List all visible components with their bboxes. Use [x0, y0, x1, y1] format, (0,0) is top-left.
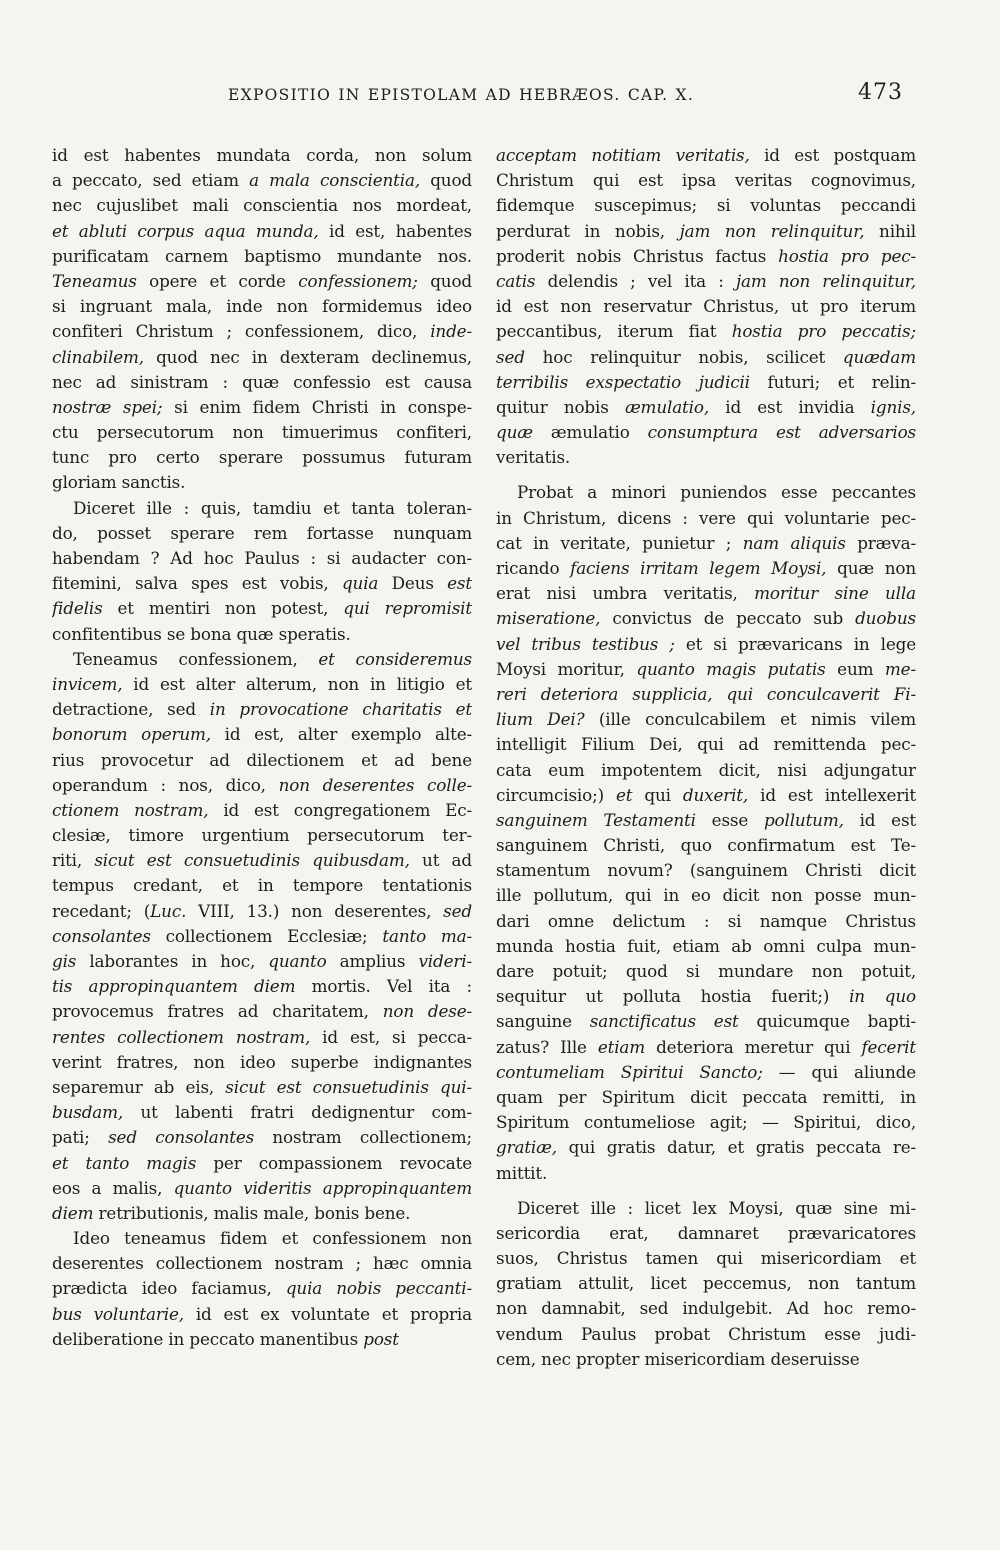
text-line	[496, 294, 916, 319]
text-run: dari omne delictum : si namque Christus	[496, 910, 916, 931]
text-line	[496, 1060, 916, 1085]
text-run: circumcisio;)	[496, 784, 617, 805]
text-run: æmulatio	[532, 422, 648, 443]
text-line	[496, 858, 916, 883]
text-run: ctu persecutorum non timuerimus confiteri,	[52, 422, 472, 443]
text-run: verint fratres, non ideo superbe indignantes	[52, 1051, 472, 1072]
text-run: zatus? Ille	[496, 1036, 598, 1057]
italic-run: æmulatio,	[624, 396, 710, 417]
text-run: provocemus fratres ad charitatem,	[52, 1001, 383, 1022]
text-run: proderit nobis Christus factus	[496, 245, 779, 266]
text-line	[52, 571, 472, 596]
italic-run: sanguinem Testamenti	[496, 809, 696, 830]
text-run: fitemini, salva spes est vobis,	[52, 573, 342, 594]
italic-run: qui repromisit	[343, 598, 472, 619]
text-line	[496, 219, 916, 244]
text-run: sequitur ut polluta hostia fuerit;)	[496, 986, 850, 1007]
text-line	[496, 707, 916, 732]
italic-run: sed	[443, 900, 472, 921]
text-line	[52, 1327, 472, 1352]
text-run: ut ad	[409, 850, 472, 871]
italic-run: hostia pro peccatis;	[731, 321, 916, 342]
italic-run: quæ	[496, 422, 533, 443]
text-line	[52, 219, 472, 244]
italic-run: bus voluntarie,	[52, 1303, 184, 1324]
text-line	[52, 1302, 472, 1327]
text-line	[496, 883, 916, 908]
text-run: præva-	[845, 532, 916, 553]
text-run: riti,	[52, 850, 95, 871]
text-run: convictus de peccato sub	[600, 608, 856, 629]
text-run: laborantes in hoc,	[76, 951, 269, 971]
text-line	[52, 1276, 472, 1301]
text-run: Ideo teneamus fidem et confessionem non	[73, 1228, 472, 1249]
text-line	[52, 319, 472, 344]
text-run: eos a malis,	[52, 1177, 174, 1198]
text-run: recedant; (	[52, 900, 151, 921]
text-run: esse	[695, 809, 764, 830]
text-run: mortis. Vel ita :	[295, 976, 472, 997]
italic-run: confessionem;	[298, 270, 418, 291]
text-line	[52, 168, 472, 193]
italic-run: me-	[884, 658, 916, 679]
text-run: purificatam carnem baptismo mundante nos.	[52, 245, 472, 266]
text-run: Probat a minori puniendos esse peccantes	[517, 482, 916, 503]
text-line	[52, 647, 472, 672]
text-run: cem, nec propter misericordiam deseruisse	[496, 1348, 860, 1369]
text-line	[52, 1100, 472, 1125]
text-line	[52, 697, 472, 722]
text-line	[52, 1125, 472, 1150]
text-run: quicumque bapti-	[738, 1011, 916, 1032]
text-run: id est, alter exemplo alte-	[210, 724, 472, 745]
italic-run: reri deteriora supplicia, qui conculcaverit Fi-	[496, 683, 916, 704]
text-run: dare potuit; quod si mundare non potuit,	[496, 961, 916, 981]
italic-run: quia nobis peccanti-	[285, 1278, 472, 1299]
text-run: cata eum impotentem dicit, nisi adjungatur	[496, 759, 916, 780]
italic-run: pollutum,	[763, 809, 844, 830]
text-line	[52, 974, 472, 999]
text-line	[52, 244, 472, 269]
text-run: habendam ? Ad hoc Paulus : si audacter con-	[52, 548, 472, 568]
text-run: nec ad sinistram : quæ confessio est causa	[52, 371, 472, 392]
text-line	[496, 1135, 916, 1160]
text-line	[52, 1226, 472, 1251]
text-line	[496, 480, 916, 505]
italic-run: a mala conscientia,	[249, 170, 421, 191]
text-line	[496, 244, 916, 269]
text-run: quod nec in dexteram declinemus,	[143, 346, 472, 367]
text-run: separemur ab eis,	[52, 1076, 226, 1097]
text-line	[52, 672, 472, 697]
italic-run: Teneamus	[52, 270, 137, 291]
text-line	[52, 899, 472, 924]
text-line	[496, 783, 916, 808]
italic-run: etiam	[597, 1036, 646, 1057]
italic-run: gratiæ,	[496, 1137, 557, 1158]
text-line	[496, 445, 916, 470]
right-column	[496, 143, 916, 1372]
text-line	[52, 370, 472, 395]
text-line	[52, 949, 472, 974]
italic-run: consolantes	[52, 925, 151, 946]
italic-run: ctionem nostram,	[52, 799, 209, 820]
italic-run: hostia pro pec-	[778, 245, 916, 266]
italic-run: jam non relinquitur,	[735, 270, 916, 291]
text-run: qui gratis datur, et gratis peccata re-	[556, 1137, 916, 1158]
text-run: do, posset sperare rem fortasse nunquam	[52, 522, 472, 543]
text-line	[52, 1075, 472, 1100]
text-run: gratiam attulit, licet peccemus, non tantum	[496, 1273, 916, 1294]
text-run: si enim fidem Christi in conspe-	[162, 396, 472, 417]
italic-run: quanto videritis appropinquantem	[173, 1177, 472, 1198]
text-run: id est non reservatur Christus, ut pro iterum	[496, 296, 916, 317]
text-line	[52, 420, 472, 445]
italic-run: clinabilem,	[52, 346, 144, 367]
text-run: fidemque suscepimus; si voluntas peccandi	[496, 195, 916, 216]
text-line	[52, 470, 472, 495]
text-run: et mentiri non potest,	[102, 598, 344, 619]
text-run: id est invidia	[709, 396, 871, 417]
text-run: opere et corde	[136, 270, 299, 291]
text-line	[52, 1251, 472, 1276]
text-line	[496, 1110, 916, 1135]
text-line	[496, 581, 916, 606]
text-run: si ingruant mala, inde non formidemus ideo	[52, 296, 472, 317]
text-line	[496, 143, 916, 168]
text-run: id est, si pecca-	[310, 1026, 472, 1047]
text-run: deteriora meretur qui	[645, 1036, 862, 1057]
italic-run: est	[447, 573, 472, 594]
text-run: et si prævaricans in lege	[674, 633, 916, 654]
text-line	[496, 269, 916, 294]
text-run: stamentum novum? (sanguinem Christi dicit	[496, 860, 916, 881]
text-run: quod	[420, 170, 472, 191]
text-run: eum	[825, 658, 885, 679]
text-run: Teneamus confessionem,	[73, 648, 319, 669]
text-run: detractione, sed	[52, 699, 210, 720]
text-line	[52, 722, 472, 747]
text-line	[496, 657, 916, 682]
text-run: deliberatione in peccato manentibus	[52, 1328, 364, 1349]
italic-run: consumptura est adversarios	[647, 422, 916, 443]
text-line	[52, 873, 472, 898]
italic-run: faciens irritam legem Moysi,	[570, 558, 827, 578]
italic-run: busdam,	[52, 1102, 124, 1123]
text-run: Christum qui est ipsa veritas cognovimus,	[496, 170, 916, 191]
text-run: perdurat in nobis,	[496, 220, 680, 241]
text-line	[496, 959, 916, 984]
text-run: id est congregationem Ec-	[208, 799, 472, 820]
text-line	[496, 1322, 916, 1347]
text-run: retributionis, malis male, bonis bene.	[93, 1202, 411, 1223]
italic-run: nam aliquis	[742, 532, 846, 553]
italic-run: miseratione,	[496, 608, 601, 629]
text-line	[496, 808, 916, 833]
text-line	[496, 193, 916, 218]
text-run: quam per Spiritum dicit peccata remitti, in	[496, 1086, 916, 1107]
text-line	[52, 1176, 472, 1201]
italic-run: acceptam notitiam veritatis,	[496, 145, 750, 165]
text-line	[52, 596, 472, 621]
italic-run: quædam	[842, 346, 916, 367]
text-line	[496, 1035, 916, 1060]
italic-run: lium Dei?	[496, 709, 585, 730]
text-line	[52, 445, 472, 470]
italic-run: duxerit,	[682, 784, 749, 805]
text-run: Diceret ille : quis, tamdiu et tanta toleran-	[73, 497, 472, 518]
text-run: sanguine	[496, 1011, 590, 1032]
text-run: id est alter alterum, non in litigio et	[122, 673, 472, 694]
italic-run: et	[616, 784, 633, 805]
text-line	[496, 1271, 916, 1296]
italic-run: quanto	[268, 951, 327, 971]
text-line	[52, 1050, 472, 1075]
text-run: gloriam sanctis.	[52, 472, 186, 493]
text-run: erat nisi umbra veritatis,	[496, 583, 755, 604]
italic-run: tis appropinquantem diem	[52, 976, 296, 997]
italic-run: quia	[341, 573, 379, 594]
text-line	[496, 984, 916, 1009]
text-line	[496, 531, 916, 556]
text-run: rius provocetur ad dilectionem et ad bene	[52, 749, 472, 770]
text-line	[52, 622, 472, 647]
text-run: confiteri Christum ; confessionem, dico,	[52, 321, 431, 342]
italic-run: rentes collectionem nostram,	[52, 1026, 311, 1047]
italic-run: tanto ma-	[382, 925, 472, 946]
text-line	[52, 1151, 472, 1176]
text-run: ille pollutum, qui in eo dicit non posse mun-	[496, 885, 916, 906]
italic-run: et tanto magis	[52, 1152, 197, 1173]
text-run: nostram collectionem;	[254, 1127, 472, 1148]
italic-run: bonorum operum,	[52, 724, 211, 745]
text-run: a peccato, sed etiam	[52, 170, 250, 191]
italic-run: ignis,	[870, 396, 916, 417]
text-run: cat in veritate, punietur ;	[496, 532, 743, 553]
text-line	[52, 798, 472, 823]
text-line	[496, 395, 916, 420]
italic-run: in quo	[849, 986, 916, 1007]
text-line	[496, 934, 916, 959]
text-run: (ille conculcabilem et nimis vilem	[584, 709, 916, 730]
italic-run: non dese-	[382, 1001, 472, 1022]
text-line	[52, 395, 472, 420]
text-line	[496, 606, 916, 631]
text-line	[496, 345, 916, 370]
text-run: non damnabit, sed indulgebit. Ad hoc remo-	[496, 1298, 916, 1319]
text-run: futuri; et relin-	[749, 371, 916, 392]
text-line	[52, 1201, 472, 1226]
text-line	[496, 1085, 916, 1110]
italic-run: jam non relinquitur,	[679, 220, 865, 241]
text-run: collectionem Ecclesiæ;	[150, 925, 383, 946]
text-line	[496, 1296, 916, 1321]
text-run: id est intellexerit	[748, 784, 916, 805]
text-run: suos, Christus tamen qui misericordiam et	[496, 1248, 916, 1269]
italic-run: nostræ spei;	[52, 396, 163, 417]
text-run: clesiæ, timore urgentium persecutorum ter-	[52, 825, 472, 846]
text-run: amplius	[326, 951, 419, 971]
italic-run: sed	[496, 346, 525, 367]
italic-run: Luc.	[150, 900, 187, 921]
text-line	[496, 1009, 916, 1034]
italic-run: fecerit	[861, 1036, 916, 1057]
text-line	[496, 1221, 916, 1246]
text-run: Moysi moritur,	[496, 658, 637, 679]
text-run: peccantibus, iterum fiat	[496, 321, 732, 342]
text-line	[52, 1025, 472, 1050]
text-run: vendum Paulus probat Christum esse judi-	[496, 1323, 916, 1344]
text-run: tunc pro certo sperare possumus futuram	[52, 447, 472, 468]
text-run: quitur nobis	[496, 396, 625, 417]
text-run: id est postquam	[749, 145, 916, 165]
text-run: Diceret ille : licet lex Moysi, quæ sine mi-	[517, 1197, 916, 1218]
italic-run: videri-	[418, 951, 472, 971]
italic-run: catis	[496, 270, 536, 291]
text-run: delendis ; vel ita :	[535, 270, 736, 291]
text-line	[52, 345, 472, 370]
italic-run: sicut est consuetudinis quibusdam,	[94, 850, 410, 871]
text-run: prædicta ideo faciamus,	[52, 1278, 286, 1299]
text-line	[52, 269, 472, 294]
italic-run: sed consolantes	[108, 1127, 255, 1148]
text-line	[496, 732, 916, 757]
text-run: intelligit Filium Dei, qui ad remittenda pec-	[496, 734, 916, 755]
text-line	[496, 758, 916, 783]
italic-run: contumeliam Spiritui Sancto;	[496, 1061, 763, 1082]
italic-run: et consideremus	[318, 648, 472, 669]
left-column	[52, 143, 472, 1352]
text-run: mittit.	[496, 1162, 548, 1183]
page-number: 473	[858, 80, 903, 105]
text-run: VIII, 13.) non deserentes,	[186, 900, 444, 921]
text-line	[52, 924, 472, 949]
italic-run: sanctificatus est	[589, 1011, 739, 1032]
text-run: sanguinem Christi, quo confirmatum est Te-	[496, 835, 916, 856]
text-line	[52, 546, 472, 571]
text-run: confitentibus se bona quæ speratis.	[52, 623, 351, 644]
text-run: pati;	[52, 1127, 109, 1148]
text-line	[52, 521, 472, 546]
text-run: deserentes collectionem nostram ; hæc omnia	[52, 1253, 472, 1274]
text-line	[496, 1161, 916, 1186]
text-line	[52, 773, 472, 798]
italic-run: in provocatione charitatis et	[209, 699, 472, 720]
text-run: sericordia erat, damnaret prævaricatores	[496, 1222, 916, 1243]
text-line	[496, 319, 916, 344]
running-title: EXPOSITIO IN EPISTOLAM AD HEBRÆOS. CAP. X.	[228, 86, 695, 104]
text-run: Spiritum contumeliose agit; — Spiritui, dico,	[496, 1112, 916, 1133]
text-line	[496, 682, 916, 707]
text-line	[496, 168, 916, 193]
text-run: in Christum, dicens : vere qui voluntarie pec-	[496, 507, 916, 528]
text-line	[496, 632, 916, 657]
text-run: munda hostia fuit, etiam ab omni culpa mun-	[496, 935, 916, 956]
text-line	[496, 909, 916, 934]
italic-run: fidelis	[52, 598, 103, 619]
text-run: ricando	[496, 558, 571, 578]
text-line	[496, 1246, 916, 1271]
italic-run: inde-	[430, 321, 472, 342]
text-line	[496, 1347, 916, 1372]
text-line	[52, 143, 472, 168]
text-run: qui	[632, 784, 683, 805]
text-line	[52, 193, 472, 218]
italic-run: et abluti corpus aqua munda,	[52, 220, 319, 241]
text-run: quæ non	[826, 558, 916, 578]
italic-run: quanto magis putatis	[636, 658, 826, 679]
italic-run: vel tribus testibus ;	[496, 633, 675, 654]
text-run: id est	[843, 809, 916, 830]
text-line	[496, 1196, 916, 1221]
italic-run: sicut est consuetudinis qui-	[225, 1076, 472, 1097]
italic-run: invicem,	[52, 673, 123, 694]
text-run: nihil	[864, 220, 916, 241]
italic-run: post	[363, 1328, 399, 1349]
text-line	[496, 420, 916, 445]
text-line	[496, 370, 916, 395]
text-run: Deus	[378, 573, 448, 594]
text-run: nec cujuslibet mali conscientia nos mordeat,	[52, 195, 472, 216]
text-line	[52, 848, 472, 873]
text-run: tempus credant, et in tempore tentationis	[52, 875, 472, 896]
text-line	[52, 496, 472, 521]
italic-run: non deserentes colle-	[278, 774, 472, 795]
text-run: per compassionem revocate	[196, 1152, 472, 1173]
italic-run: moritur sine ulla	[754, 583, 916, 604]
italic-run: diem	[52, 1202, 94, 1223]
text-line	[52, 748, 472, 773]
italic-run: terribilis exspectatio judicii	[496, 371, 750, 392]
text-run: ut labenti fratri dedignentur com-	[123, 1102, 472, 1123]
text-line	[52, 823, 472, 848]
text-line	[496, 556, 916, 581]
text-run: quod	[417, 270, 472, 291]
text-line	[52, 999, 472, 1024]
text-run: id est ex voluntate et propria	[183, 1303, 472, 1324]
text-run: operandum : nos, dico,	[52, 774, 279, 795]
text-run: hoc relinquitur nobis, scilicet	[524, 346, 843, 367]
text-run: id est habentes mundata corda, non solum	[52, 145, 472, 165]
text-run: id est, habentes	[318, 220, 472, 241]
text-run: veritatis.	[496, 447, 571, 468]
text-line	[496, 833, 916, 858]
italic-run: duobus	[855, 608, 916, 629]
text-line	[52, 294, 472, 319]
italic-run: gis	[52, 951, 77, 971]
text-run: — qui aliunde	[762, 1061, 916, 1082]
text-line	[496, 506, 916, 531]
